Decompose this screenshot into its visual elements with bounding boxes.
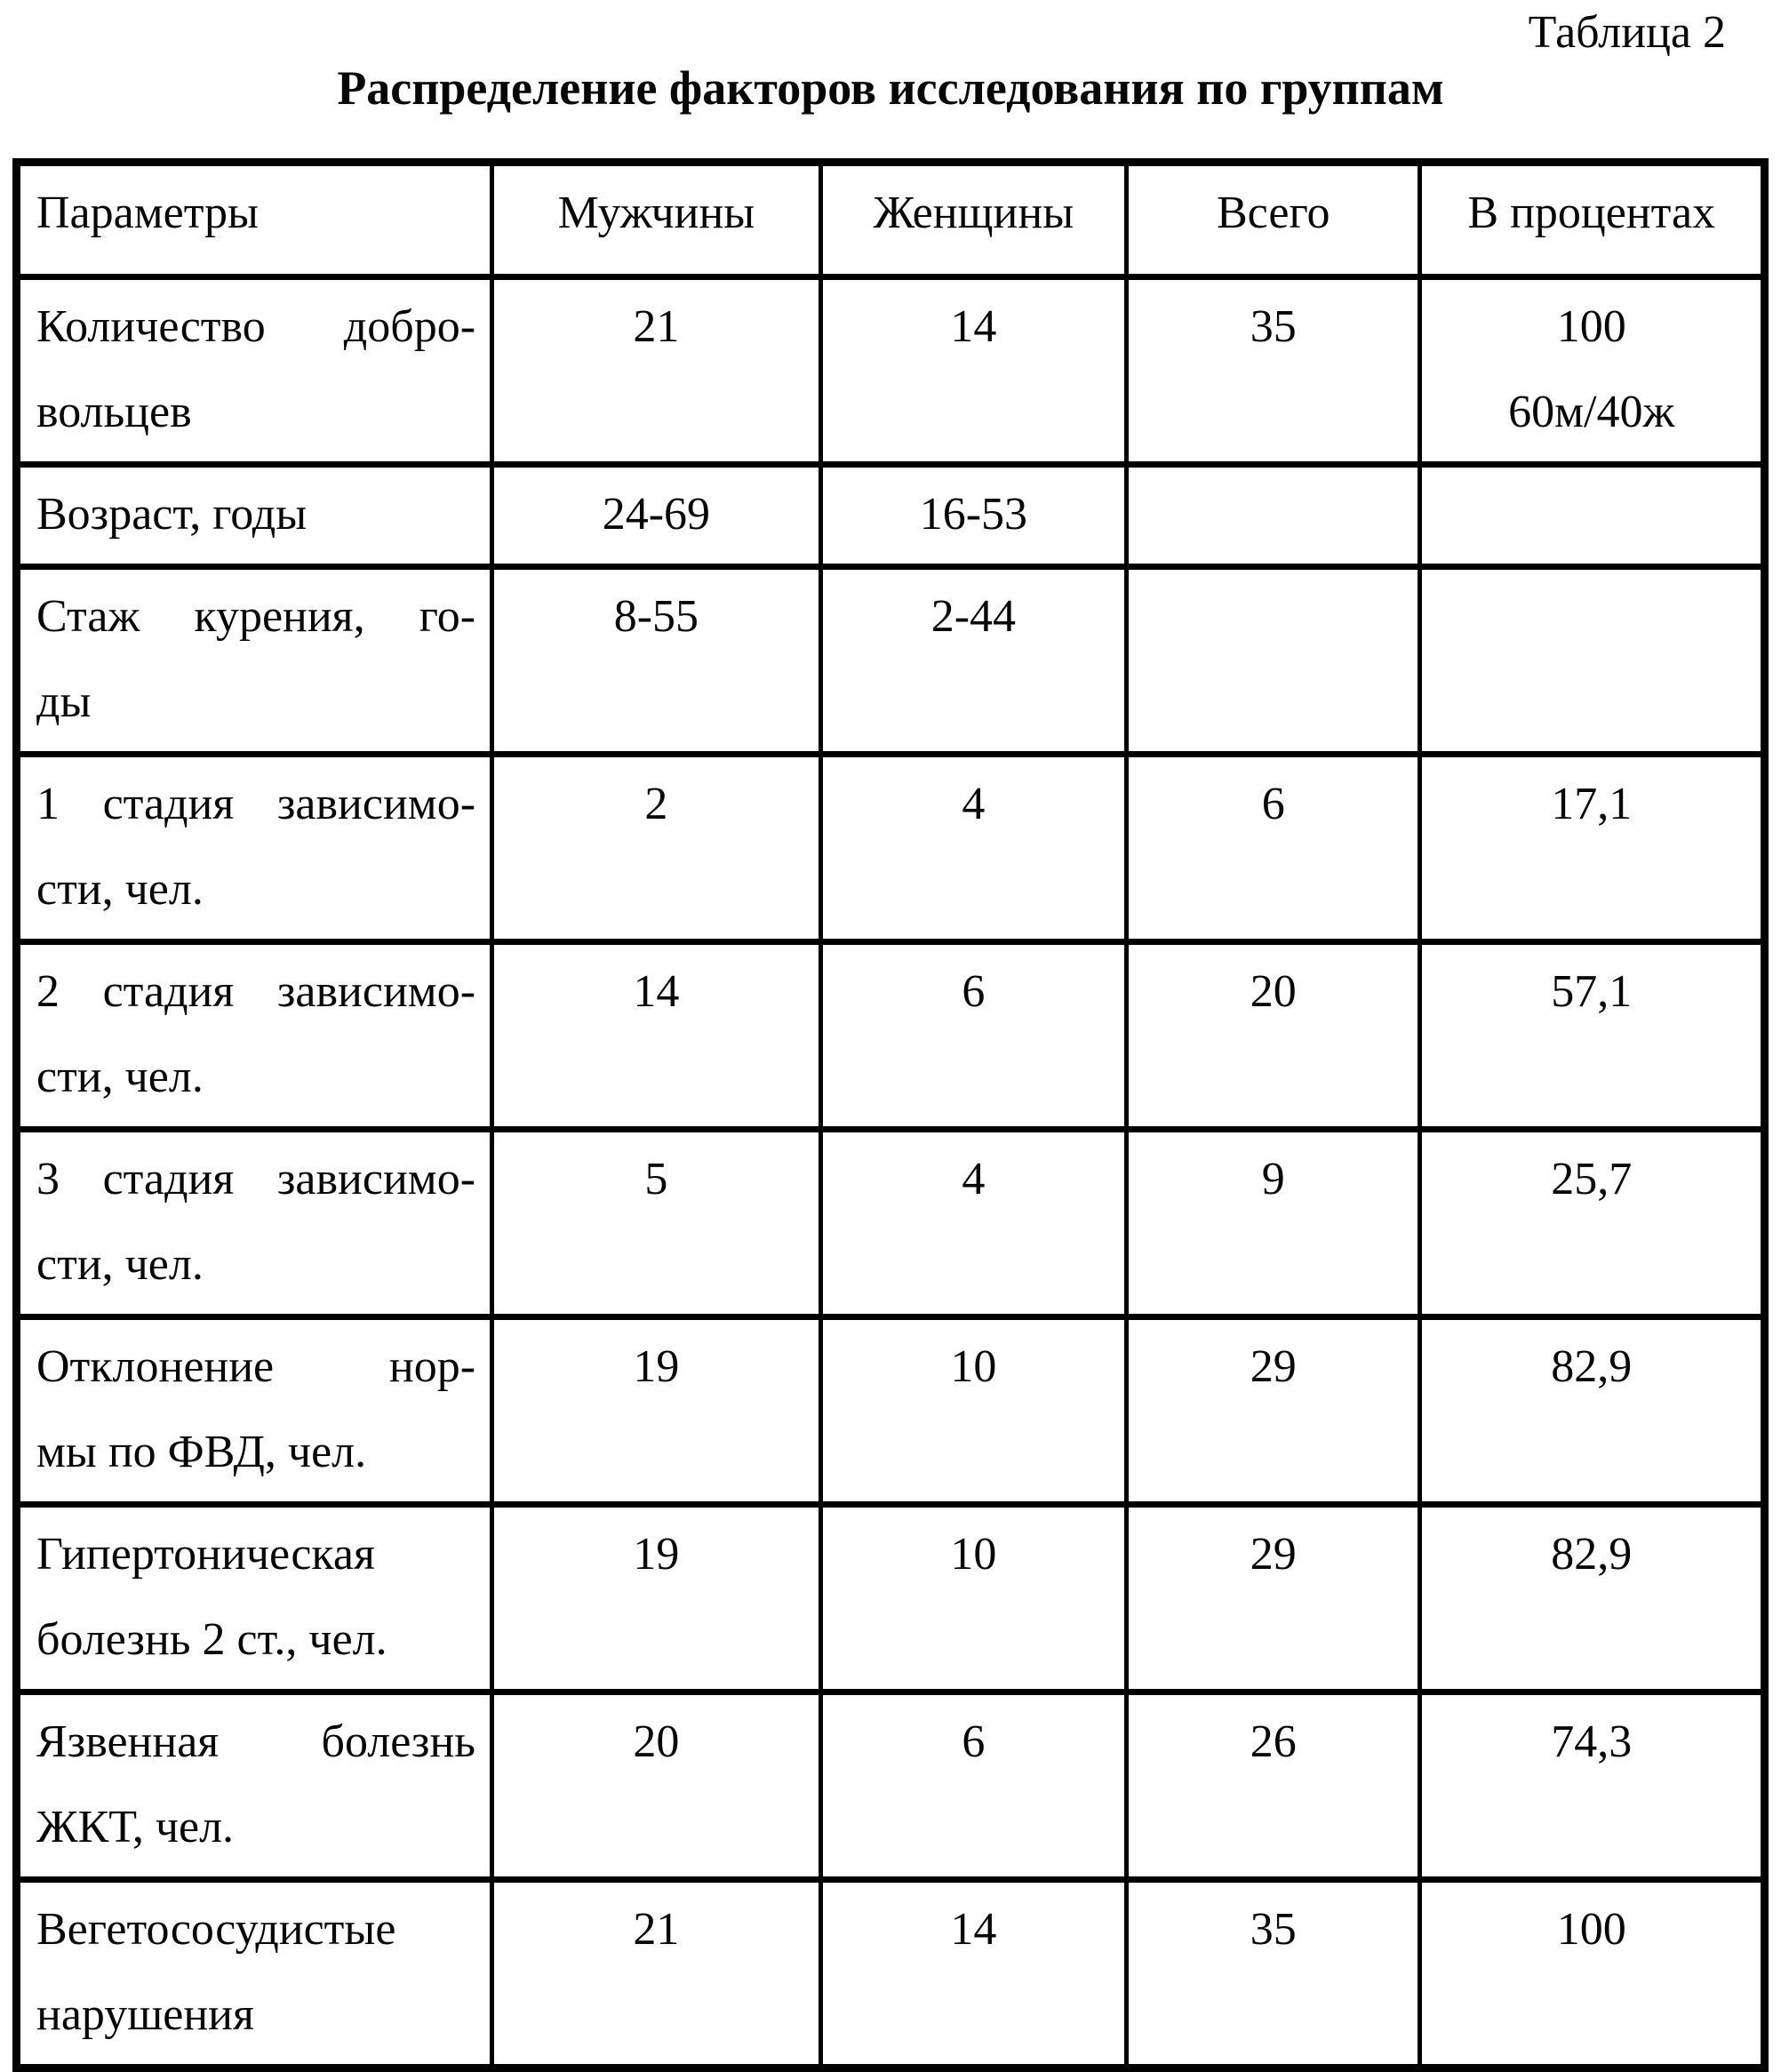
table-header [17, 163, 1765, 277]
table-title: Распределение факторов исследования по группам [337, 61, 1444, 115]
men-cell: 5 [492, 1130, 821, 1317]
men-cell: 24-69 [492, 465, 821, 567]
women-cell: 16-53 [820, 465, 1126, 567]
cell-line: 100 [1556, 1904, 1626, 1955]
percent-cell [1420, 1692, 1765, 1880]
parameter-cell [17, 465, 492, 567]
table-row [17, 277, 1765, 465]
women-cell: 10 [820, 1317, 1126, 1505]
total-cell: 35 [1127, 277, 1420, 465]
table-row [17, 755, 1765, 942]
cell-line: болезнь 2 ст., чел. [36, 1614, 387, 1665]
percent-cell [1420, 755, 1765, 942]
cell-line: Язвенная болезнь [36, 1716, 476, 1767]
men-cell: 14 [492, 942, 821, 1130]
percent-cell [1420, 465, 1765, 567]
factors-table [12, 158, 1769, 2072]
women-cell: 6 [820, 942, 1126, 1130]
percent-cell [1420, 1317, 1765, 1505]
cell-line: Возраст, годы [36, 489, 307, 540]
men-cell: 19 [492, 1505, 821, 1692]
women-cell: 6 [820, 1692, 1126, 1880]
table-row [17, 1505, 1765, 1692]
cell-line: Отклонение нор- [36, 1341, 476, 1392]
total-cell: 20 [1127, 942, 1420, 1130]
cell-line: Гипертоническая [36, 1529, 375, 1580]
total-cell [1127, 567, 1420, 755]
col-header-men: Мужчины [492, 163, 821, 277]
women-cell: 4 [820, 1130, 1126, 1317]
parameter-cell [17, 567, 492, 755]
cell-line: ЖКТ, чел. [36, 1802, 235, 1852]
cell-line: вольцев [36, 387, 192, 437]
col-header-parameters: Параметры [17, 163, 492, 277]
men-cell: 21 [492, 277, 821, 465]
col-header-percent: В процентах [1420, 163, 1765, 277]
cell-line: ды [36, 676, 92, 727]
men-cell: 2 [492, 755, 821, 942]
header-row [17, 163, 1765, 277]
parameter-cell [17, 277, 492, 465]
total-cell: 29 [1127, 1317, 1420, 1505]
women-cell: 10 [820, 1505, 1126, 1692]
total-cell: 9 [1127, 1130, 1420, 1317]
total-cell [1127, 465, 1420, 567]
cell-line: 25,7 [1551, 1154, 1633, 1204]
cell-line: 3 стадия зависимо- [36, 1154, 476, 1204]
women-cell: 4 [820, 755, 1126, 942]
cell-line: 60м/40ж [1508, 387, 1675, 437]
cell-line: Вегетососудистые [36, 1904, 396, 1955]
col-header-women: Женщины [820, 163, 1126, 277]
cell-line: сти, чел. [36, 1052, 204, 1102]
men-cell: 19 [492, 1317, 821, 1505]
percent-cell [1420, 1880, 1765, 2068]
cell-line [1431, 472, 1752, 557]
cell-line: 82,9 [1551, 1341, 1633, 1392]
parameter-cell [17, 1880, 492, 2068]
cell-line: 82,9 [1551, 1529, 1633, 1580]
percent-cell [1420, 567, 1765, 755]
total-cell: 35 [1127, 1880, 1420, 2068]
table-row [17, 1130, 1765, 1317]
men-cell: 8-55 [492, 567, 821, 755]
col-header-total: Всего [1127, 163, 1420, 277]
percent-cell [1420, 1130, 1765, 1317]
parameter-cell [17, 942, 492, 1130]
total-cell: 29 [1127, 1505, 1420, 1692]
cell-line: Количество добро- [36, 301, 476, 352]
percent-cell [1420, 277, 1765, 465]
cell-line: 100 [1556, 301, 1626, 352]
cell-line: нарушения [36, 1989, 254, 2040]
parameter-cell [17, 1130, 492, 1317]
men-cell: 20 [492, 1692, 821, 1880]
table-row [17, 567, 1765, 755]
cell-line: 2 стадия зависимо- [36, 966, 476, 1017]
total-cell: 26 [1127, 1692, 1420, 1880]
women-cell: 2-44 [820, 567, 1126, 755]
table-row [17, 942, 1765, 1130]
table-row [17, 1880, 1765, 2068]
cell-line: сти, чел. [36, 1239, 204, 1290]
cell-line: 74,3 [1551, 1716, 1633, 1767]
cell-line: 1 стадия зависимо- [36, 779, 476, 829]
parameter-cell [17, 1317, 492, 1505]
cell-line: сти, чел. [36, 864, 204, 915]
total-cell: 6 [1127, 755, 1420, 942]
table-row [17, 1692, 1765, 1880]
cell-line [1431, 574, 1752, 660]
cell-line: 17,1 [1551, 779, 1633, 829]
men-cell: 21 [492, 1880, 821, 2068]
table-body [17, 277, 1765, 2068]
parameter-cell [17, 1505, 492, 1692]
percent-cell [1420, 1505, 1765, 1692]
percent-cell [1420, 942, 1765, 1130]
cell-line: мы по ФВД, чел. [36, 1427, 367, 1477]
table-row [17, 465, 1765, 567]
table-number-label: Таблица 2 [1528, 7, 1726, 58]
women-cell: 14 [820, 1880, 1126, 2068]
cell-line: Стаж курения, го- [36, 591, 476, 642]
parameter-cell [17, 1692, 492, 1880]
table-row [17, 1317, 1765, 1505]
women-cell: 14 [820, 277, 1126, 465]
parameter-cell [17, 755, 492, 942]
cell-line: 57,1 [1551, 966, 1633, 1017]
